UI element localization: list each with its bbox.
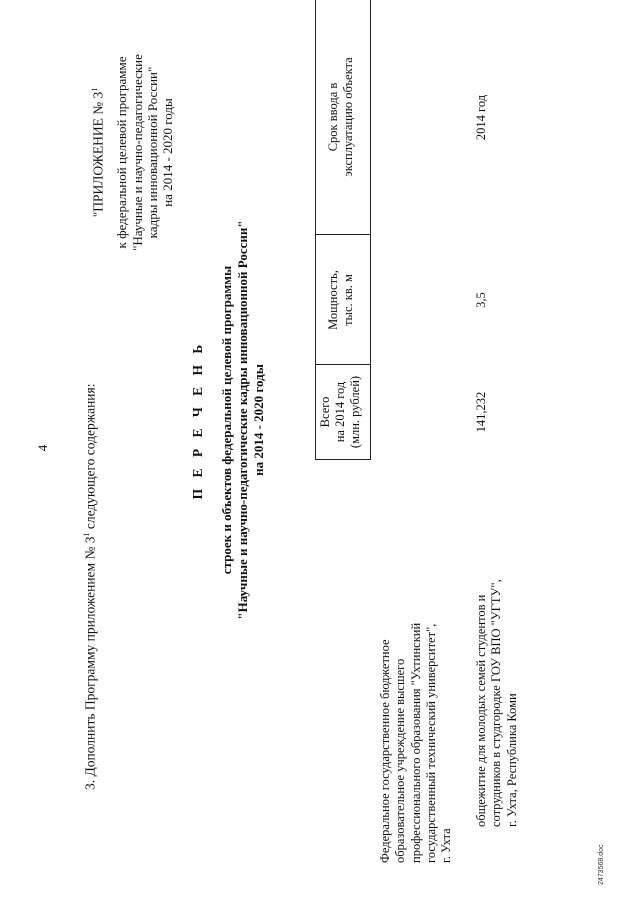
list-subtitle-line: "Научные и научно-педагогические кадры инновационной России" [235,220,251,620]
column-header-line: эксплуатацию объекта [341,57,355,177]
row-deadline-value: 2014 год [474,94,488,141]
page-number: 4 [35,444,50,452]
intro-superscript: 1 [82,532,91,537]
row-name-line: г. Ухта [439,828,453,863]
row-name-line: сотрудников в студгородке ГОУ ВПО "УГТУ", [489,579,504,827]
appendix-line: "Научные и научно-педагогические [129,54,145,251]
intro-tail: следующего содержания: [82,383,98,533]
row-name-line: государственный технический университет", [423,623,438,863]
row-name-line: профессионального образования "Ухтинский [408,622,423,863]
row-name-line: общежитие для молодых семей студентов и [474,594,488,827]
table-column-divider [315,459,370,460]
appendix-line: к федеральной целевой программе [114,56,130,249]
row-capacity-value: 3,5 [474,292,488,308]
column-header-line: тыс. кв. м [341,274,355,326]
appendix-title-superscript: 1 [90,87,99,92]
intro-text: 3. Дополнить Программу приложением № 3 [82,536,98,790]
column-header-deadline [326,1,356,233]
appendix-line: кадры инновационной России" [145,66,161,239]
table-header-rule [370,0,371,460]
table-column-divider [315,364,370,365]
table-top-rule [315,0,316,460]
table-row-organization [378,468,454,863]
row-total-value: 141,232 [474,391,488,433]
list-subtitle-line: строек и объектов федеральной целевой программы [218,265,234,575]
table-column-divider [315,234,370,235]
list-subtitle-line: на 2014 - 2020 годы [251,364,267,476]
column-header-line: (млн. рублей) [348,375,362,449]
column-header-capacity [326,237,356,363]
document-code: 2473568.doc [598,844,605,885]
column-header-line: Всего [318,396,332,428]
table-row-object [474,467,520,827]
list-title: П Е Р Е Ч Е Н Ь [190,340,205,500]
column-header-line: Срок ввода в [326,82,340,152]
column-header-total [318,366,363,458]
appendix-title-text: "ПРИЛОЖЕНИЕ № 3 [90,91,106,218]
column-header-line: Мощность, [326,270,340,330]
row-name-line: Федеральное государственное бюджетное [378,639,392,863]
appendix-line: на 2014 - 2020 годы [160,98,176,207]
row-name-line: г. Ухта, Республика Коми [504,693,519,827]
column-header-line: на 2014 год [333,381,347,443]
row-name-line: образовательное учреждение высшего [393,658,408,863]
